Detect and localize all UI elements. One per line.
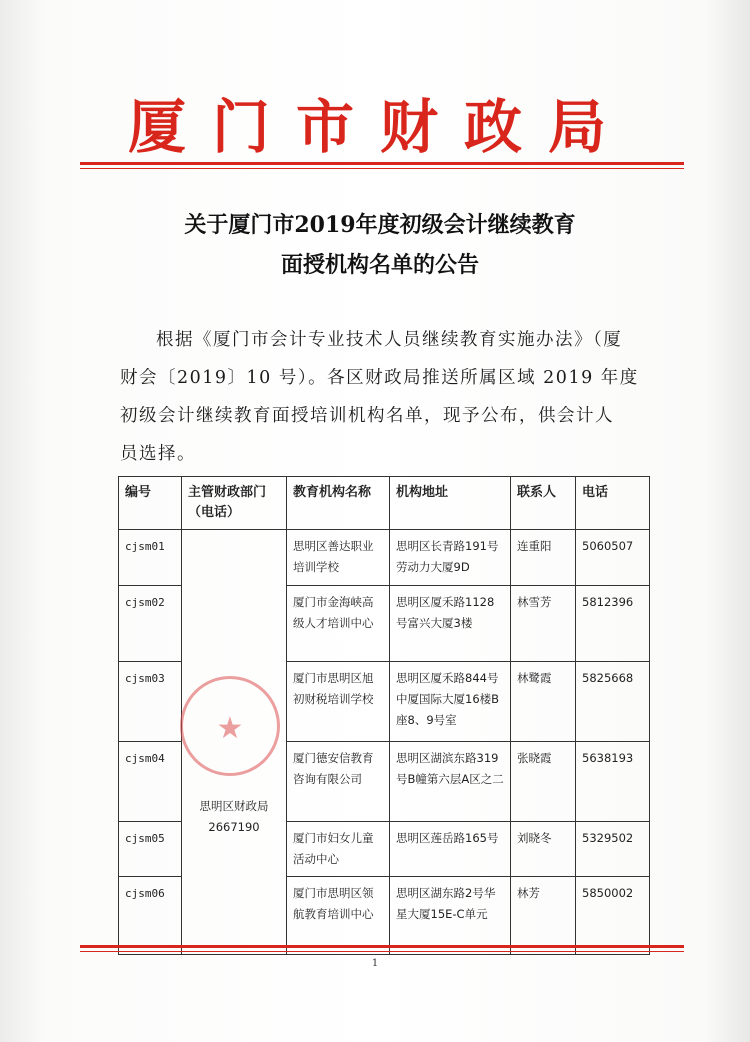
body-line [120, 321, 650, 359]
header-phone: 电话 [576, 477, 650, 530]
header-dept: 主管财政部门（电话） [182, 477, 287, 530]
row-address: 思明区莲岳路165号 [390, 822, 511, 877]
row-address: 思明区厦禾路1128号富兴大厦3楼 [390, 586, 511, 662]
row-id: cjsm06 [119, 877, 182, 955]
row-contact: 连重阳 [511, 530, 576, 586]
page-number: 1 [371, 958, 379, 969]
row-address: 思明区长青路191号劳动力大厦9D [390, 530, 511, 586]
table-row [119, 530, 650, 586]
official-seal-stamp [180, 676, 280, 776]
row-phone: 5825668 [576, 662, 650, 742]
row-phone: 5850002 [576, 877, 650, 955]
row-id: cjsm01 [119, 530, 182, 586]
row-address: 思明区厦禾路844号中厦国际大厦16楼B座8、9号室 [390, 662, 511, 742]
row-id: cjsm02 [119, 586, 182, 662]
row-name: 思明区善达职业培训学校 [287, 530, 390, 586]
row-name: 厦门德安信教育咨询有限公司 [287, 742, 390, 822]
row-contact: 张晓霞 [511, 742, 576, 822]
row-phone: 5329502 [576, 822, 650, 877]
row-phone: 5060507 [576, 530, 650, 586]
row-contact: 刘晓冬 [511, 822, 576, 877]
footer-rule-thick [80, 945, 684, 948]
row-name: 厦门市思明区旭初财税培训学校 [287, 662, 390, 742]
footer-rule-thin [80, 951, 684, 952]
header-contact: 联系人 [511, 477, 576, 530]
header-address: 机构地址 [390, 477, 511, 530]
header-rule-thin [80, 168, 684, 169]
body-line: 初级会计继续教育面授培训机构名单，现予公布，供会计人 [120, 406, 614, 426]
row-contact: 林芳 [511, 877, 576, 955]
row-name: 厦门市妇女儿童活动中心 [287, 822, 390, 877]
header-name: 教育机构名称 [287, 477, 390, 530]
row-id: cjsm05 [119, 822, 182, 877]
row-address: 思明区湖滨东路319号B幢第六层A区之二 [390, 742, 511, 822]
header-id: 编号 [119, 477, 182, 530]
header-rule-thick [80, 162, 684, 165]
body-line: 员选择。 [120, 444, 196, 464]
row-name: 厦门市金海峡高级人才培训中心 [287, 586, 390, 662]
row-id: cjsm04 [119, 742, 182, 822]
row-phone: 5812396 [576, 586, 650, 662]
row-contact: 林雪芳 [511, 586, 576, 662]
body-paragraph [120, 321, 650, 473]
row-phone: 5638193 [576, 742, 650, 822]
notice-title-line1: 关于厦门市2019年度初级会计继续教育 [184, 212, 576, 238]
dept-name: 思明区财政局 [199, 799, 269, 813]
table-header-row [119, 477, 650, 530]
notice-title-line2: 面授机构名单的公告 [280, 252, 479, 278]
row-id: cjsm03 [119, 662, 182, 742]
dept-phone: 2667190 [208, 820, 260, 834]
agency-header: 厦门市财政局 [127, 93, 632, 161]
row-address: 思明区湖东路2号华星大厦15E-C单元 [390, 877, 511, 955]
body-line-text: 根据《厦门市会计专业技术人员继续教育实施办法》（厦 [156, 330, 623, 350]
row-contact: 林鹭霞 [511, 662, 576, 742]
body-line: 财会〔2019〕10 号）。各区财政局推送所属区域 2019 年度 [120, 368, 639, 388]
row-name: 厦门市思明区领航教育培训中心 [287, 877, 390, 955]
seal-star-icon: ★ [216, 711, 244, 746]
